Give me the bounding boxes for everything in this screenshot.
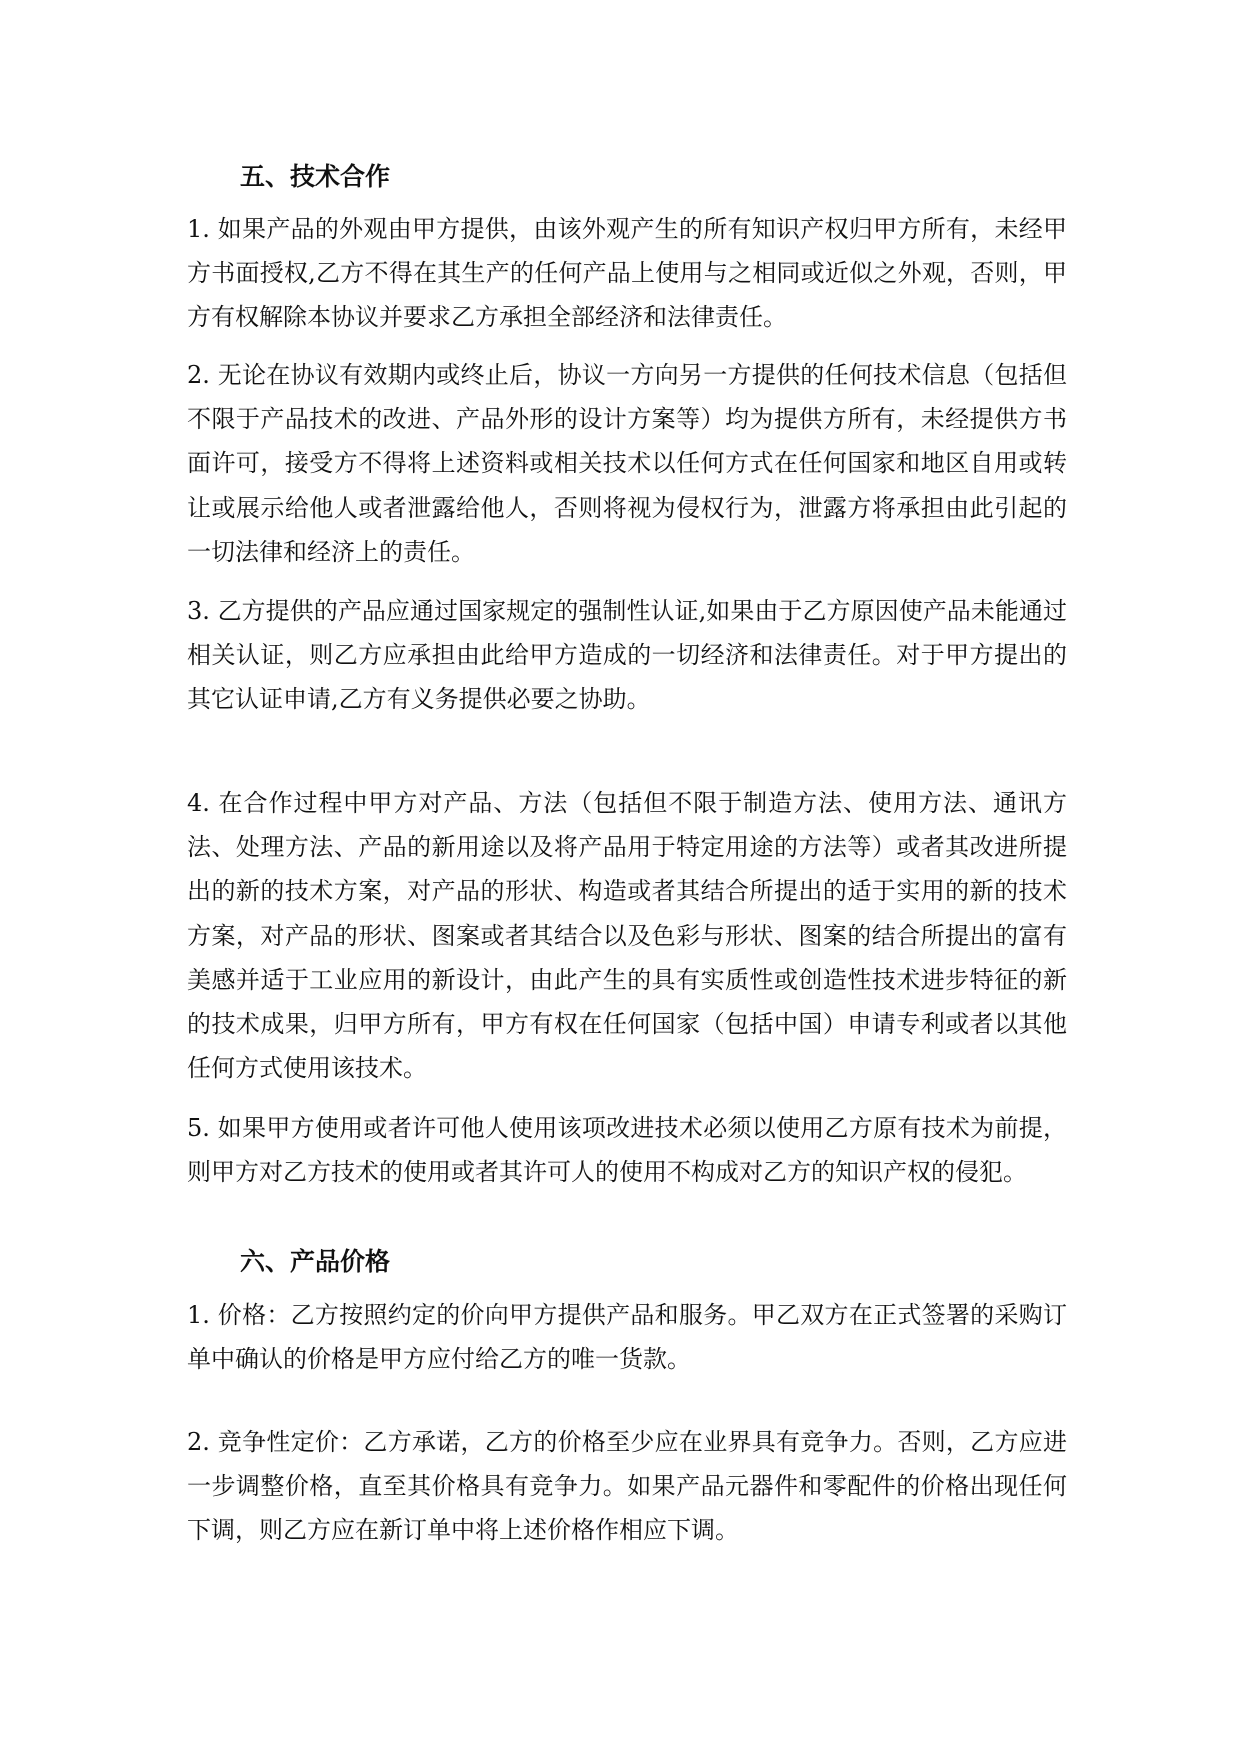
section-heading-product-price: 六、产品价格 bbox=[240, 1247, 391, 1276]
clause-5-5: 5. 如果甲方使用或者许可他人使用该项改进技术必须以使用乙方原有技术为前提，则甲方对乙方技术的使用或者其许可人的使用不构成对乙方的知识产权的侵犯。 bbox=[187, 1114, 1067, 1187]
section-heading-technical-cooperation: 五、技术合作 bbox=[240, 162, 391, 191]
clause-5-3: 3. 乙方提供的产品应通过国家规定的强制性认证,如果由于乙方原因使产品未能通过相关认证，则乙方应承担由此给甲方造成的一切经济和法律责任。对于甲方提出的其它认证申请,乙方有义务提供必要之协助。 bbox=[187, 597, 1067, 714]
clause-6-1: 1. 价格：乙方按照约定的价向甲方提供产品和服务。甲乙双方在正式签署的采购订单中确认的价格是甲方应付给乙方的唯一货款。 bbox=[187, 1301, 1067, 1374]
clause-5-2: 2. 无论在协议有效期内或终止后，协议一方向另一方提供的任何技术信息（包括但不限于产品技术的改进、产品外形的设计方案等）均为提供方所有，未经提供方书面许可，接受方不得将上述资料或相关技术以任何方式在任何国家和地区自用或转让或展示给他人或者泄露给他人，否则将视为侵权行为，泄露方将承担由此引起的一切法律和经济上的责任。 bbox=[187, 361, 1067, 566]
clause-5-4: 4. 在合作过程中甲方对产品、方法（包括但不限于制造方法、使用方法、通讯方法、处理方法、产品的新用途以及将产品用于特定用途的方法等）或者其改进所提出的新的技术方案，对产品的形状、构造或者其结合所提出的适于实用的新的技术方案，对产品的形状、图案或者其结合以及色彩与形状、图案的结合所提出的富有美感并适于工业应用的新设计，由此产生的具有实质性或创造性技术进步特征的新的技术成果，归甲方所有，甲方有权在任何国家（包括中国）申请专利或者以其他任何方式使用该技术。 bbox=[187, 789, 1067, 1083]
clause-5-1: 1. 如果产品的外观由甲方提供，由该外观产生的所有知识产权归甲方所有，未经甲方书面授权,乙方不得在其生产的任何产品上使用与之相同或近似之外观，否则，甲方有权解除本协议并要求乙方承担全部经济和法律责任。 bbox=[187, 215, 1067, 332]
clause-6-2: 2. 竞争性定价：乙方承诺，乙方的价格至少应在业界具有竞争力。否则，乙方应进一步调整价格，直至其价格具有竞争力。如果产品元器件和零配件的价格出现任何下调，则乙方应在新订单中将上述价格作相应下调。 bbox=[187, 1428, 1067, 1545]
